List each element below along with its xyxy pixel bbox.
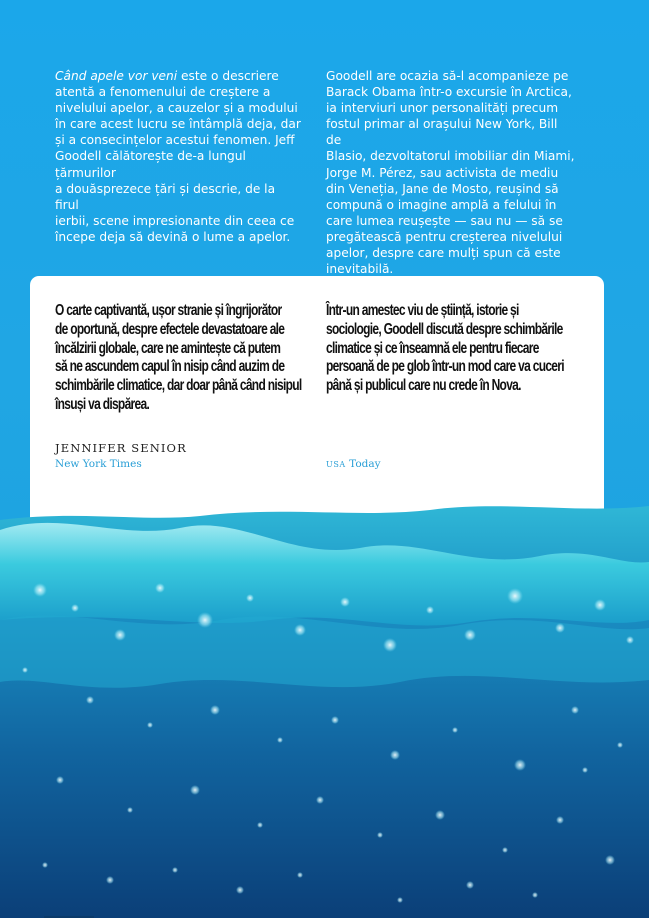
review-author: JENNIFER SENIOR bbox=[55, 441, 187, 455]
book-title-italic: Când apele vor veni bbox=[55, 69, 178, 83]
underwater-wave-image bbox=[0, 470, 649, 918]
review-source-right: USA Today bbox=[326, 458, 381, 470]
intro-right-paragraph: Goodell are ocazia să-l acompanieze pe Barack Obama într-o excursie în Arctica, ia interviuri unor personalități precum fostul primar al orașului New York, Bill de Blasio, dezvoltatorul imobiliar din Miami, Jorge M. Pérez, sau activista de mediu din Veneția, Jane de Mosto, reușind să compună o imagine amplă a felului în care lumea reușește — sau nu — să se pregătească pentru creșterea nivelului apelor, despre care mulți spun că este inevitabilă. bbox=[326, 69, 575, 277]
review-quote-left: O carte captivantă, ușor stranie și îngrijorător de oportună, despre efectele devastatoare ale încălzirii globale, care ne amintește că putem să ne ascundem capul în nisip când auzim de schimbările climatice, dar doar până când nisipul însuși va dispărea. bbox=[55, 302, 302, 413]
wave-ripples bbox=[0, 616, 649, 688]
review-quote-right: Într-un amestec viu de știință, istorie și sociologie, Goodell discută despre schimbările climatice și ce înseamnă ele pentru fiecare persoană de pe glob într-un mod care va cuceri până și publicul care nu crede în Nova. bbox=[326, 302, 564, 395]
review-source-left: New York Times bbox=[55, 458, 142, 470]
intro-left-paragraph: Când apele vor veni este o descriere atentă a fenomenului de creștere a nivelului apelor, a cauzelor și a modului în care acest lucru se întâmplă deja, dar și a consecințelor acestui fenomen. Jeff Goodell călătorește de-a lungul țărmurilor a douăsprezece țări și descrie, de la firul ierbii, scene impresionante din ceea ce începe deja să devină o lume a apelor. bbox=[55, 69, 301, 244]
